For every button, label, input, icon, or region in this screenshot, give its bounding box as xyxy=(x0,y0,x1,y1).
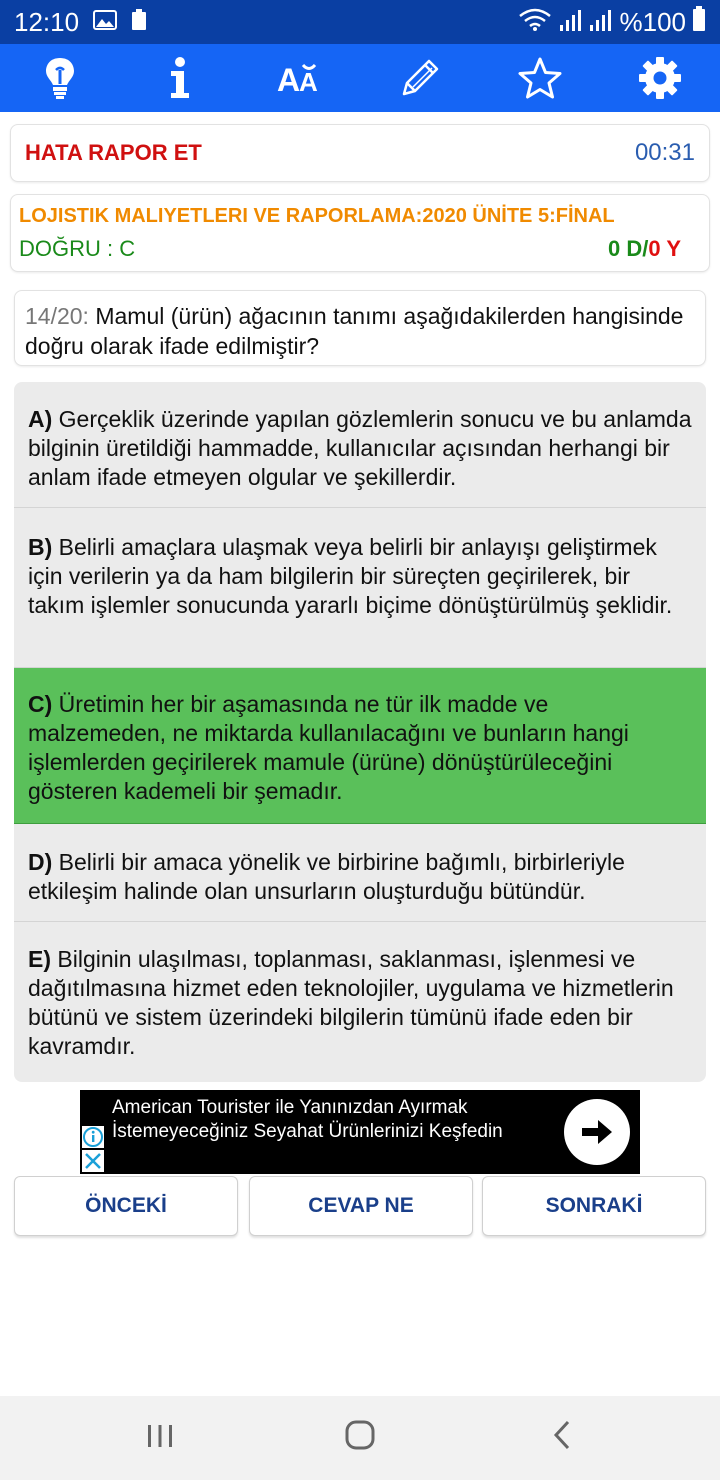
previous-button[interactable]: ÖNCEKİ xyxy=(14,1176,238,1236)
edit-button[interactable] xyxy=(390,48,450,108)
top-toolbar xyxy=(0,44,720,112)
system-nav-bar xyxy=(0,1396,720,1480)
wifi-icon xyxy=(518,7,552,38)
score xyxy=(608,236,681,262)
back-button[interactable] xyxy=(546,1418,580,1457)
star-icon xyxy=(517,56,563,100)
status-time: 12:10 xyxy=(14,6,80,37)
info-icon xyxy=(168,57,192,99)
pencil-icon xyxy=(398,56,442,100)
ad-banner[interactable] xyxy=(80,1090,640,1174)
option-e[interactable] xyxy=(14,922,706,1082)
ad-arrow-button[interactable] xyxy=(564,1099,630,1165)
font-size-icon xyxy=(277,61,323,95)
font-size-button[interactable] xyxy=(270,48,330,108)
correct-answer-label: DOĞRU : C xyxy=(19,236,136,261)
signal-icon-1 xyxy=(558,7,584,38)
arrow-right-icon xyxy=(580,1117,614,1147)
info-button[interactable] xyxy=(150,48,210,108)
gallery-icon xyxy=(93,10,117,35)
report-card xyxy=(10,124,710,182)
recent-apps-icon xyxy=(143,1418,177,1452)
score-wrong: 0 Y xyxy=(648,236,681,261)
lightbulb-icon xyxy=(43,56,77,100)
option-text: Gerçeklik üzerinde yapılan gözlemlerin sonucu ve bu anlamda bilginin üretildiği hammadde, kullanıcılar açısından herhangi bir anlam ifade etmeyen olgular ve şekillerdir. xyxy=(28,406,692,490)
quiz-info-card xyxy=(10,194,710,272)
option-letter: D) xyxy=(28,849,53,875)
ad-info-icon[interactable] xyxy=(82,1126,104,1148)
recent-apps-button[interactable] xyxy=(143,1418,177,1457)
option-b[interactable] xyxy=(14,508,706,668)
home-button[interactable] xyxy=(343,1418,377,1457)
option-text: Bilginin ulaşılması, toplanması, saklanması, işlenmesi ve dağıtılmasına hizmet eden teknolojiler, uygulama ve hizmetlerin bütünü ve sistem üzerindeki bilgilerin tümünü ifade eden bir kavramdır. xyxy=(28,946,674,1059)
course-title: LOJISTIK MALIYETLERI VE RAPORLAMA:2020 ÜNİTE 5:FİNAL xyxy=(19,205,615,227)
report-error-button[interactable]: HATA RAPOR ET xyxy=(25,140,202,165)
option-letter: E) xyxy=(28,946,51,972)
question-number: 14/20: xyxy=(25,303,89,329)
question-text: Mamul (ürün) ağacının tanımı aşağıdakilerden hangisinde doğru olarak ifade edilmiştir? xyxy=(25,303,684,359)
battery-icon xyxy=(692,6,706,39)
battery-saver-icon xyxy=(131,9,147,36)
option-text: Üretimin her bir aşamasında ne tür ilk madde ve malzemeden, ne miktarda kullanılacağını ve bunların hangi işlemlerden geçirilerek mamule (ürüne) dönüştürüleceğini gösteren kademeli bir şemadır. xyxy=(28,691,629,804)
question-card xyxy=(14,290,706,366)
ad-close-icon[interactable] xyxy=(82,1150,104,1172)
svg-text:A: A xyxy=(299,67,318,95)
svg-text:A: A xyxy=(277,62,301,95)
option-c[interactable] xyxy=(14,668,706,824)
status-bar xyxy=(0,0,720,44)
signal-icon-2 xyxy=(588,7,614,38)
score-correct: 0 D xyxy=(608,236,643,261)
back-icon xyxy=(546,1418,580,1452)
option-a[interactable] xyxy=(14,382,706,508)
options-list xyxy=(14,382,706,1082)
gear-icon xyxy=(638,56,682,100)
settings-button[interactable] xyxy=(630,48,690,108)
option-letter: B) xyxy=(28,534,53,560)
show-answer-button[interactable]: CEVAP NE xyxy=(249,1176,473,1236)
home-icon xyxy=(343,1418,377,1452)
hint-button[interactable] xyxy=(30,48,90,108)
favorite-button[interactable] xyxy=(510,48,570,108)
option-text: Belirli amaçlara ulaşmak veya belirli bir anlayışı geliştirmek için verilerin ya da ham bilgilerin bir süreçten geçirilerek, bir takım işlemler sonucunda yararlı biçime dönüştürülmüş şeklidir. xyxy=(28,534,673,618)
option-letter: C) xyxy=(28,691,53,717)
option-text: Belirli bir amaca yönelik ve birbirine bağımlı, birbirleriyle etkileşim halinde olan unsurların oluşturduğu bütündür. xyxy=(28,849,625,904)
battery-percent: %100 xyxy=(619,6,686,37)
timer: 00:31 xyxy=(634,139,695,166)
option-letter: A) xyxy=(28,406,53,432)
score-separator: / xyxy=(642,236,649,261)
option-d[interactable] xyxy=(14,824,706,922)
next-button[interactable]: SONRAKİ xyxy=(482,1176,706,1236)
ad-text: American Tourister ile Yanınızdan Ayırmak İstemeyeceğiniz Seyahat Ürünlerinizi Keşfedin xyxy=(112,1097,503,1142)
